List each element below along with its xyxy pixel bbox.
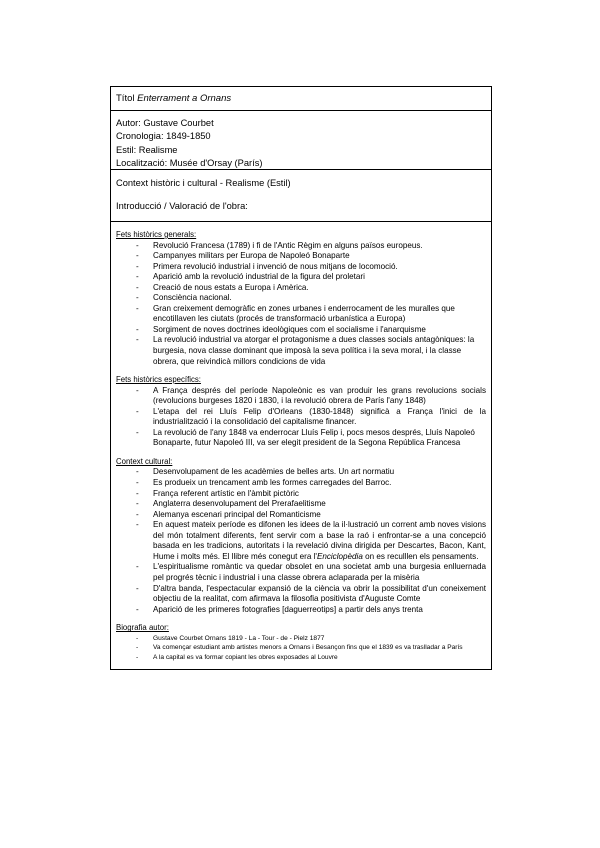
info-box	[110, 111, 492, 170]
context-heading: Context històric i cultural - Realisme (Estil)	[116, 178, 291, 188]
list-item: - França referent artístic en l'àmbit pictòric	[116, 489, 486, 500]
list-item: - A la capital es va formar copiant les obres exposades al Louvre	[116, 653, 486, 663]
list-item: - Aparició de les primeres fotografies [daguerreotips] a partir dels anys trenta	[116, 605, 486, 616]
specific-facts-heading: Fets històrics específics:	[116, 375, 201, 385]
list-item: - Consciència nacional.	[116, 293, 486, 304]
illustration-text-before: En aquest mateix període es difonen les idees de la il·lustració un corrent amb noves visions del món totalment diferents, fent servir com a base la raó i enfrontar-se a una concepció basada en les tradicions, autoritats i la revelació divina dirigida per Descartes, Bacon, Kant, Hume i molts més. El llibre més conegut era l'	[153, 520, 486, 561]
general-facts-list	[116, 241, 486, 368]
illustration-text-after: on es reculllen els pensaments.	[362, 551, 479, 561]
specific-facts-section	[116, 375, 486, 449]
context-box	[110, 170, 492, 222]
artwork-title: Enterrament a Ornans	[137, 93, 232, 104]
list-item: - Desenvolupament de les acadèmies de belles arts. Un art normatiu	[116, 467, 486, 478]
content-box	[110, 222, 492, 670]
encyclopedia-title: Enciclopèdia	[316, 551, 363, 561]
list-item: - Es produeix un trencament amb les formes carregades del Barroc.	[116, 478, 486, 489]
chronology-line: Cronologia: 1849-1850	[116, 131, 211, 142]
list-item: - La revolució industrial va atorgar el protagonisme a dues classes socials antagòniques: la burgesia, nova classe dominant que imposà la seva política i la seva moral, i la classe obrera, que reivindicà millors condicions de vida	[116, 335, 486, 367]
biography-heading: Biografia autor:	[116, 623, 169, 633]
list-item: - Va començar estudiant amb artistes menors a Ornans i Besançon fins que el 1839 es va traslladar a París	[116, 643, 486, 653]
list-item: - D'altra banda, l'espectacular expansió de la ciència va obrir la possibilitat d'un coneixement objectiu de la realitat, com afirmava la filosofia positivista d'Auguste Comte	[116, 584, 486, 605]
title-box	[110, 86, 492, 111]
list-item: - Campanyes militars per Europa de Napoleó Bonaparte	[116, 251, 486, 262]
list-item: - Alemanya escenari principal del Romanticisme	[116, 510, 486, 521]
list-item: - Revolució Francesa (1789) i fi de l'Antic Règim en alguns països europeus.	[116, 241, 486, 252]
biography-section	[116, 623, 486, 662]
list-item: - Sorgiment de noves doctrines ideològiques com el socialisme i l'anarquisme	[116, 325, 486, 336]
list-item: - A França després del període Napoleònic es van produir les grans revolucions socials (revolucions burgeses 1820 i 1830, i la revolució obrera de París l'any 1848)	[116, 386, 486, 407]
list-item: - L'etapa del rei Lluís Felip d'Orleans (1830-1848) significà a França l'inici de la industrialització i la consolidació del capitalisme financer.	[116, 407, 486, 428]
document-page	[110, 86, 492, 670]
list-item	[116, 520, 486, 562]
list-item: - La revolució de l'any 1848 va enderrocar Lluís Felip i, pocs mesos després, Lluís Napoleó Bonaparte, futur Napoleó III, va ser elegit president de la Segona República Francesa	[116, 428, 486, 449]
cultural-context-heading: Context cultural:	[116, 456, 173, 466]
cultural-context-list	[116, 467, 486, 615]
list-item: - Aparició amb la revolució industrial de la figura del proletari	[116, 272, 486, 283]
location-line: Localització: Musée d'Orsay (París)	[116, 157, 263, 168]
list-item: - Creació de nous estats a Europa i Amèrica.	[116, 283, 486, 294]
list-item: - Gustave Courbet Ornans 1819 - La - Tour - de - Pielz 1877	[116, 634, 486, 644]
cultural-context-section	[116, 457, 486, 615]
list-item: - Gran creixement demogràfic en zones urbanes i enderrocament de les muralles que encotillaven les ciutats (procés de transformació urbanística a Europa)	[116, 304, 486, 325]
general-facts-section	[116, 230, 486, 367]
list-item: - Primera revolució industrial i invenció de nous mitjans de locomoció.	[116, 262, 486, 273]
biography-list	[116, 634, 486, 663]
style-line: Estil: Realisme	[116, 144, 178, 155]
list-item: - Anglaterra desenvolupament del Prerafaelitisme	[116, 499, 486, 510]
author-line: Autor: Gustave Courbet	[116, 118, 214, 128]
specific-facts-list	[116, 386, 486, 449]
intro-heading: Introducció / Valoració de l'obra:	[116, 201, 248, 211]
general-facts-heading: Fets històrics generals:	[116, 230, 197, 239]
title-prefix: Títol	[116, 93, 135, 104]
list-item: - L'espiritualisme romàntic va quedar obsolet en una societat amb una burgesia enlluernada pel progrés tècnic i industrial i una classe obrera aclaparada per la misèria	[116, 562, 486, 583]
